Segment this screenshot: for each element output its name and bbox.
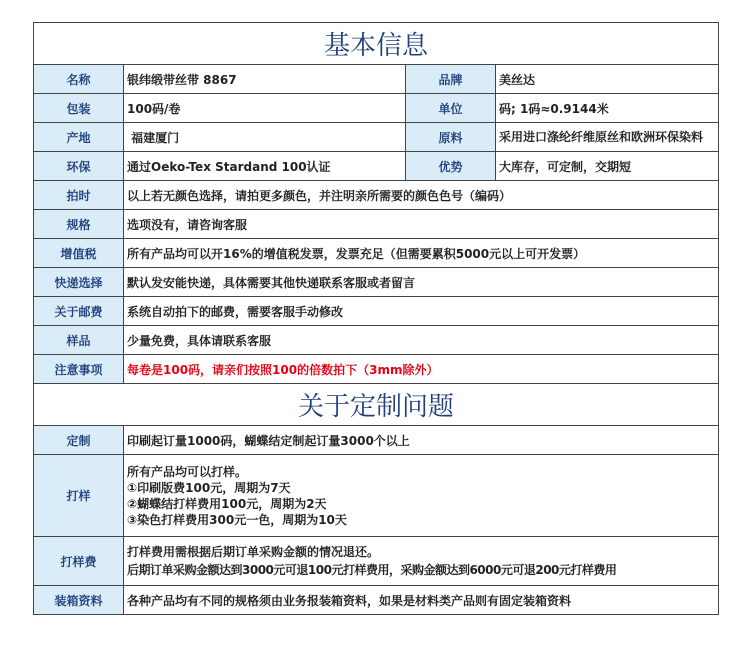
value-unit: 码; 1码≈0.9144米 xyxy=(496,94,719,123)
value-material: 采用进口涤纶纤维原丝和欧洲环保染料 xyxy=(496,123,719,152)
label-sample: 样品 xyxy=(34,326,124,355)
label-name: 名称 xyxy=(34,65,124,94)
info-row-origin xyxy=(34,123,719,152)
info-row-vat xyxy=(34,239,719,268)
product-info-table xyxy=(33,22,719,615)
value-shipping: 系统自动拍下的邮费，需要客服手动修改 xyxy=(124,297,719,326)
value-zhuangxiang: 各种产品均有不同的规格须由业务报装箱资料，如果是材料类产品则有固定装箱资料 xyxy=(124,586,719,615)
value-sample: 少量免费，具体请联系客服 xyxy=(124,326,719,355)
label-eco: 环保 xyxy=(34,152,124,181)
label-zhuangxiang: 装箱资料 xyxy=(34,586,124,615)
info-row-express xyxy=(34,268,719,297)
value-dayang xyxy=(124,455,719,537)
value-name: 银纬缎带丝带 8867 xyxy=(124,65,406,94)
value-spec: 选项没有，请咨询客服 xyxy=(124,210,719,239)
dayang-line: ①印刷版费100元，周期为7天 xyxy=(127,480,291,495)
label-express: 快递选择 xyxy=(34,268,124,297)
value-express: 默认发安能快递，具体需要其他快递联系客服或者留言 xyxy=(124,268,719,297)
dayang-line: ②蝴蝶结打样费用100元，周期为2天 xyxy=(127,496,327,511)
label-dingzhi: 定制 xyxy=(34,426,124,455)
info-row-sample xyxy=(34,326,719,355)
value-dayangfei xyxy=(124,537,719,586)
value-notice: 每卷是100码，请亲们按照100的倍数拍下（3mm除外） xyxy=(124,355,719,384)
value-dingzhi: 印刷起订量1000码，蝴蝶结定制起订量3000个以上 xyxy=(124,426,719,455)
label-brand: 品牌 xyxy=(406,65,496,94)
value-brand: 美丝达 xyxy=(496,65,719,94)
value-eco: 通过Oeko-Tex Stardand 100认证 xyxy=(124,152,406,181)
value-packaging: 100码/卷 xyxy=(124,94,406,123)
label-shipping: 关于邮费 xyxy=(34,297,124,326)
label-material: 原料 xyxy=(406,123,496,152)
info-row-name xyxy=(34,65,719,94)
label-packaging: 包装 xyxy=(34,94,124,123)
value-origin: 福建厦门 xyxy=(124,123,406,152)
custom-row-zhuangxiang xyxy=(34,586,719,615)
dayangfei-line: 后期订单采购金额达到3000元可退100元打样费用，采购金额达到6000元可退200元打样费用 xyxy=(127,563,617,577)
label-ordering: 拍时 xyxy=(34,181,124,210)
custom-row-dayang xyxy=(34,455,719,537)
custom-row-dayangfei xyxy=(34,537,719,586)
dayang-line: 所有产品均可以打样。 xyxy=(127,464,248,479)
value-ordering: 以上若无颜色选择，请拍更多颜色，并注明亲所需要的颜色色号（编码） xyxy=(124,181,719,210)
label-dayangfei: 打样费 xyxy=(34,537,124,586)
info-row-notice xyxy=(34,355,719,384)
label-spec: 规格 xyxy=(34,210,124,239)
dayangfei-line: 打样费用需根据后期订单采购金额的情况退还。 xyxy=(127,545,380,559)
label-notice: 注意事项 xyxy=(34,355,124,384)
info-row-packaging xyxy=(34,94,719,123)
value-vat: 所有产品均可以开16%的增值税发票，发票充足（但需要累积5000元以上可开发票） xyxy=(124,239,719,268)
dayang-line: ③染色打样费用300元一色，周期为10天 xyxy=(127,512,347,527)
info-row-spec xyxy=(34,210,719,239)
custom-title: 关于定制问题 xyxy=(34,384,719,426)
label-advantage: 优势 xyxy=(406,152,496,181)
value-advantage: 大库存，可定制，交期短 xyxy=(496,152,719,181)
custom-row-dingzhi xyxy=(34,426,719,455)
info-row-shipping xyxy=(34,297,719,326)
label-dayang: 打样 xyxy=(34,455,124,537)
label-vat: 增值税 xyxy=(34,239,124,268)
basic-info-title: 基本信息 xyxy=(34,23,719,65)
info-row-eco xyxy=(34,152,719,181)
label-unit: 单位 xyxy=(406,94,496,123)
info-row-ordering xyxy=(34,181,719,210)
label-origin: 产地 xyxy=(34,123,124,152)
